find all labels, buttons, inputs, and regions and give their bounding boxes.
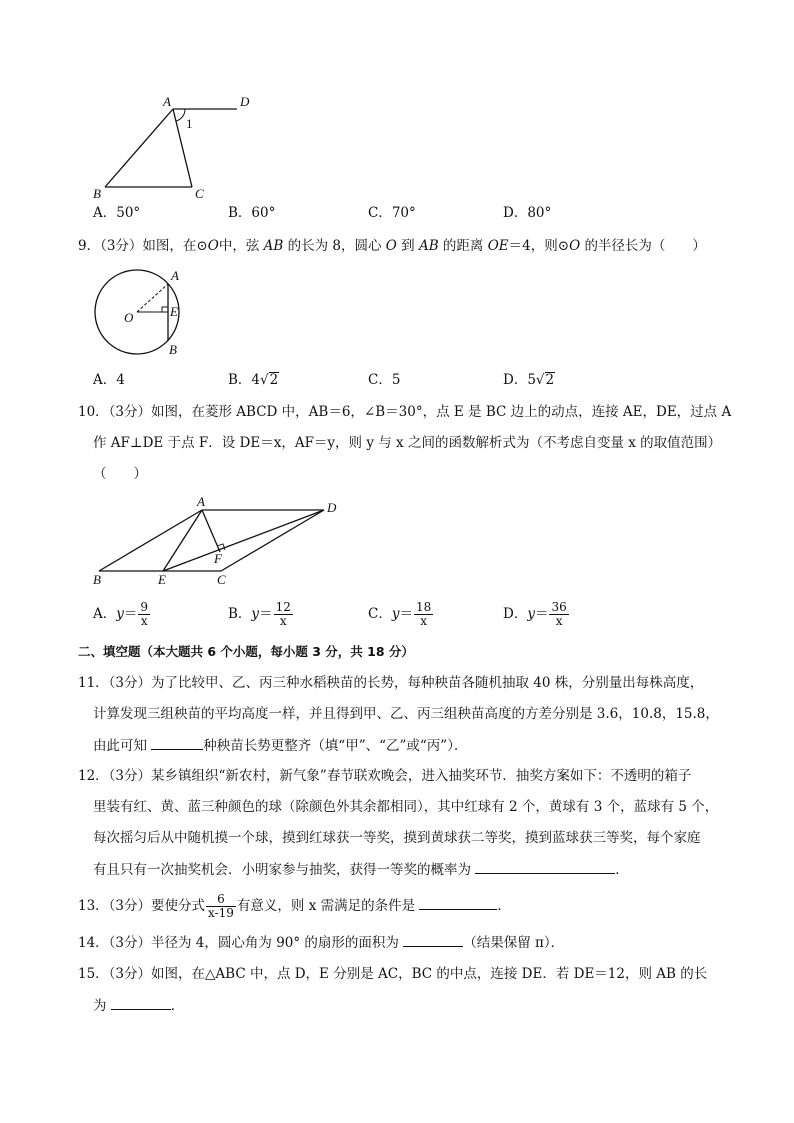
q8-option-a[interactable]: A．50°	[93, 205, 141, 221]
q12-line-2: 里装有红、黄、蓝三种颜色的球（除颜色外其余都相同），其中红球有 2 个，黄球有 3 个，蓝球有 5 个，	[93, 799, 719, 815]
q11-answer-blank[interactable]	[151, 735, 203, 750]
q13-question: 13．（3分）要使分式 $\frac{6}{x-19}$ 有意义，则 x 需满足的条件是 ．	[78, 892, 511, 920]
fraction: $\frac{18}{x}$	[415, 600, 432, 628]
q11-line-3: 由此可知 种秧苗长势更整齐（填“甲”、“乙”或“丙”）．	[93, 735, 467, 756]
fraction: $\frac{9}{x}$	[140, 600, 149, 628]
q9-question: 9．（3分）如图，在⊙O中，弦 AB 的长为 8，圆心 O 到 AB 的距离 OE＝4，则⊙O 的半径长为（ ）	[78, 238, 706, 254]
q10-label-c: C	[217, 572, 226, 587]
q9-option-a[interactable]: A．4	[93, 372, 125, 388]
q10-label-e: E	[158, 572, 166, 587]
q10-line-3: （ ）	[93, 466, 147, 482]
q8-label-a: A	[163, 94, 171, 109]
q9-option-c[interactable]: C．5	[368, 372, 401, 388]
q14-answer-blank[interactable]	[403, 932, 463, 947]
q11-line-1: 11．（3分）为了比较甲、乙、丙三种水稻秧苗的长势，每种秧苗各随机抽取 40 株，分别量出每株高度，	[78, 675, 704, 691]
q8-option-c[interactable]: C．70°	[368, 205, 416, 221]
q9-label-e: E	[170, 304, 178, 319]
q8-option-b[interactable]: B．60°	[228, 205, 276, 221]
q9-option-d[interactable]: D．5√2	[503, 372, 555, 388]
fraction: $\frac{12}{x}$	[275, 600, 291, 628]
q14-question: 14．（3分）半径为 4，圆心角为 90° 的扇形的面积为 （结果保留 π）．	[78, 932, 564, 953]
q10-line-2: 作 AF⊥DE 于点 F．设 DE＝x，AF＝y，则 y 与 x 之间的函数解析式为（不考虑自变量 x 的取值范围）	[93, 435, 722, 451]
q12-answer-blank[interactable]	[475, 859, 615, 874]
q13-answer-blank[interactable]	[419, 895, 497, 910]
q8-label-b: B	[93, 186, 101, 201]
q15-answer-blank[interactable]	[111, 995, 171, 1010]
q12-line-3: 每次摇匀后从中随机摸一个球，摸到红球获一等奖，摸到黄球获二等奖，摸到蓝球获三等奖，每个家庭	[93, 830, 701, 846]
q10-label-f: F	[214, 551, 222, 566]
q8-option-d[interactable]: D．80°	[503, 205, 552, 221]
q10-option-a[interactable]: A．y＝ $\frac{9}{x}$	[93, 600, 149, 628]
q9-option-b[interactable]: B．4√2	[228, 372, 279, 388]
q8-triangle-figure	[85, 90, 275, 202]
q9-label-o: O	[124, 310, 134, 325]
q10-option-c[interactable]: C．y＝ $\frac{18}{x}$	[368, 600, 432, 628]
q10-label-b: B	[93, 572, 101, 587]
q10-line-1: 10．（3分）如图，在菱形 ABCD 中，AB＝6，∠B＝30°，点 E 是 BC 边上的动点，连接 AE，DE，过点 A	[78, 404, 732, 420]
fraction: $\frac{6}{x-19}$	[208, 892, 234, 920]
q8-angle-label: 1	[186, 116, 193, 131]
q11-line-2: 计算发现三组秧苗的平均高度一样，并且得到甲、乙、丙三组秧苗高度的方差分别是 3.6，10.8，15.8，	[93, 706, 719, 722]
sqrt-symbol: √	[260, 372, 269, 388]
q15-line-1: 15．（3分）如图，在△ABC 中，点 D，E 分别是 AC，BC 的中点，连接 DE．若 DE＝12，则 AB 的长	[78, 966, 708, 982]
q8-label-c: C	[195, 186, 204, 201]
q8-label-d: D	[240, 94, 250, 109]
sqrt-symbol: √	[535, 372, 545, 388]
section-heading-fill-blank: 二、填空题（本大题共 6 个小题，每小题 3 分，共 18 分）	[78, 644, 414, 659]
q10-option-d[interactable]: D．y＝ $\frac{36}{x}$	[503, 600, 567, 628]
q10-rhombus-figure	[88, 495, 348, 587]
q9-label-b: B	[169, 342, 177, 357]
q15-line-2: 为 ．	[93, 995, 184, 1016]
q12-line-4: 有且只有一次抽奖机会．小明家参与抽奖，获得一等奖的概率为 ．	[93, 859, 629, 880]
q10-label-d: D	[327, 500, 337, 515]
q10-label-a: A	[197, 495, 205, 509]
q9-label-a: A	[171, 268, 179, 283]
q10-option-b[interactable]: B．y＝ $\frac{12}{x}$	[228, 600, 291, 628]
q12-line-1: 12．（3分）某乡镇组织“新农村，新气象”春节联欢晚会，进入抽奖环节．抽奖方案如下：不透明的箱子	[78, 768, 692, 784]
fraction: $\frac{36}{x}$	[551, 600, 567, 628]
q9-circle-figure	[88, 264, 198, 364]
